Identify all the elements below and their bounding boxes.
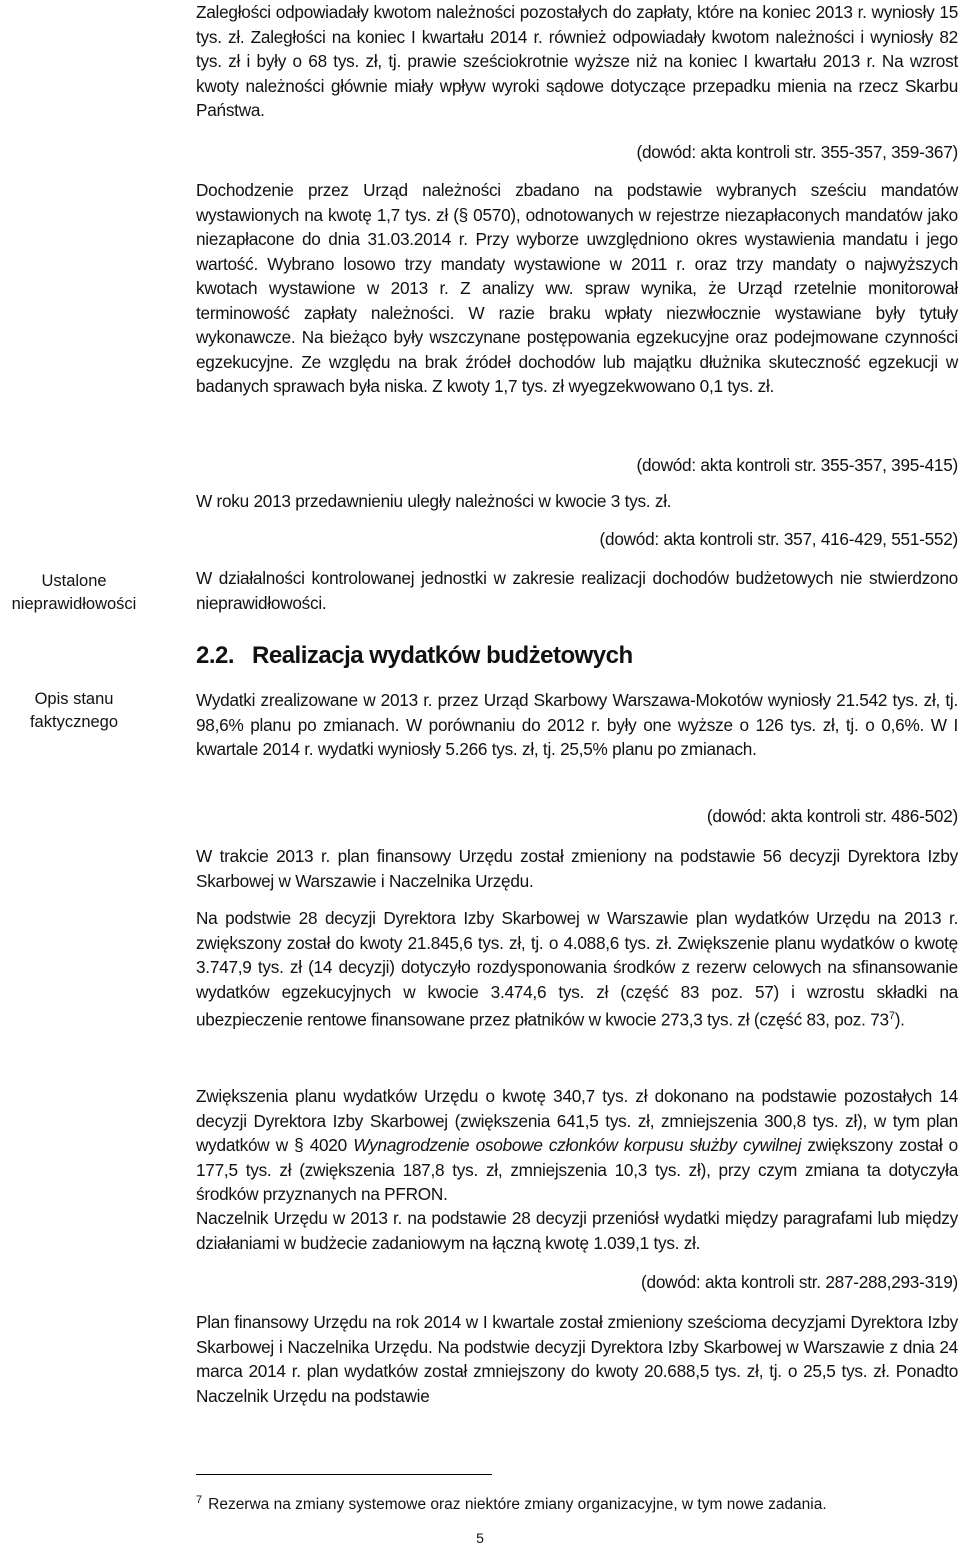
paragraph-main-text: Na podstwie 28 decyzji Dyrektora Izby Skarbowej w Warszawie plan wydatków Urzędu na 2013 r. zwiększony został do kwoty 21.845,6 tys. zł, tj. o 4.088,6 tys. zł. Zwiększenie planu wydatków o kwotę 3.747,9 tys. zł (14 decyzji) dotyczyło rozdysponowania środków z rezerw celowych na sfinansowanie wydatków egzekucyjnych w kwocie 3.474,6 tys. zł (część 83 poz. 57) i wzrostu składki na ubezpieczenie rentowe finansowane przez płatników w kwocie 273,3 tys. zł (część 83, poz. 73 (196, 908, 958, 1030)
paragraph-28-decyzji (196, 906, 958, 1032)
evidence-reference-2 (196, 453, 958, 478)
paragraph-text: Plan finansowy Urzędu na rok 2014 w I kwartale został zmieniony sześcioma decyzjami Dyrektora Izby Skarbowej i Naczelnika Urzędu. Na podstwie decyzji Dyrektora Izby Skarbowej w Warszawie z dnia 24 marca 2014 r. plan wydatków został zmniejszony do kwoty 20.688,5 tys. zł, tj. o 25,5 tys. zł. Ponadto Naczelnik Urzędu na podstawie (196, 1312, 958, 1406)
paragraph-wydatki (196, 688, 958, 762)
footnote (196, 1490, 827, 1515)
paragraph-nieprawidlowosci (196, 566, 958, 615)
paragraph-plan-2014 (196, 1310, 958, 1408)
side-label-ustalone-nieprawidlowosci: Ustalone nieprawidłowości (11, 572, 137, 613)
evidence-reference-text: (dowód: akta kontroli str. 355-357, 395-415) (636, 455, 958, 475)
paragraph-text (196, 1084, 958, 1207)
evidence-reference-4 (196, 804, 958, 829)
paragraph-naczelnik (196, 1206, 958, 1255)
paragraph-plan-finansowy (196, 844, 958, 893)
paragraph-text (196, 906, 958, 1032)
paragraph-text: Wydatki zrealizowane w 2013 r. przez Urząd Skarbowy Warszawa-Mokotów wyniosły 21.542 tys. zł, tj. 98,6% planu po zmianach. W porównaniu do 2012 r. były one wyższe o 126 tys. zł, tj. o 0,6%. W I kwartale 2014 r. wydatki wyniosły 5.266 tys. zł, tj. 25,5% planu po zmianach. (196, 690, 958, 759)
section-number: 2.2. (196, 642, 235, 669)
side-label-opis-stanu-faktycznego: Opis stanu faktycznego (29, 690, 119, 731)
paragraph-text: Dochodzenie przez Urząd należności zbadano na podstawie wybranych sześciu mandatów wystawionych na kwotę 1,7 tys. zł (§ 0570), odnotowanych w rejestrze niezapłaconych mandatów jako niezapłacone do dnia 31.03.2014 r. Przy wyborze uwzględniono okres wystawienia mandatu i jego wartość. Wybrano losowo trzy mandaty wystawione w 2011 r. oraz trzy mandaty o najwyższych kwotach wystawione w 2013 r. Z analizy ww. spraw wynika, że Urząd rzetelnie monitorował terminowość zapłaty należności. W razie braku wpłaty niezwłocznie wystawiane były tytuły wykonawcze. Na bieżąco były wszczynane postępowania egzekucyjne oraz podejmowane czynności egzekucyjne. Ze względu na brak źródeł dochodów lub majątku dłużnika skuteczność egzekucji w badanych sprawach była niska. Z kwoty 1,7 tys. zł wyegzekwowano 0,1 tys. zł. (196, 180, 958, 396)
section-heading (196, 642, 651, 670)
paragraph-text: Zaległości odpowiadały kwotom należności pozostałych do zapłaty, które na koniec 2013 r. wyniosły 15 tys. zł. Zaległości na koniec I kwartału 2014 r. również odpowiadały kwotom należności i wyniosły 82 tys. zł i były o 68 tys. zł, tj. prawie sześciokrotnie wyższe niż na koniec I kwartału 2013 r. Na wzrost kwoty należności głównie miały wpływ wyroki sądowe dotyczące przepadku mienia na rzecz Skarbu Państwa. (196, 2, 958, 120)
paragraph-zaleglosci (196, 0, 958, 123)
section-title: Realizacja wydatków budżetowych (252, 642, 633, 669)
paragraph-text-part-1: Zwiększenia planu wydatków Urzędu o kwotę 340,7 tys. zł dokonano na podstawie pozostałych 14 decyzji Dyrektora Izby Skarbowej (zwiększenia 641,5 tys. zł, zmniejszenia 300,8 tys. zł), w tym plan wydatków w § 4020 (196, 1086, 958, 1155)
evidence-reference-text: (dowód: akta kontroli str. 355-357, 359-367) (636, 142, 958, 162)
evidence-reference-1 (196, 140, 958, 165)
paragraph-end-text: ). (894, 1009, 905, 1030)
paragraph-text: W trakcie 2013 r. plan finansowy Urzędu został zmieniony na podstawie 56 decyzji Dyrektora Izby Skarbowej w Warszawie i Naczelnika Urzędu. (196, 846, 958, 891)
italic-budget-item: Wynagrodzenie osobowe członków korpusu służby cywilnej (353, 1135, 802, 1155)
paragraph-zwiekszenia (196, 1084, 958, 1207)
footnote-number: 7 (196, 1494, 203, 1506)
paragraph-text-part-2: zwiększony został o 177,5 tys. zł (zwiększenia 187,8 tys. zł, zmniejszenia 10,3 tys. zł), przy czym zmiana ta dotyczyła środków przyznanych na PFRON. (196, 1135, 958, 1204)
footnote-divider (196, 1474, 492, 1475)
evidence-reference-text: (dowód: akta kontroli str. 486-502) (706, 806, 958, 826)
footnote-marker: 7 (888, 1010, 895, 1022)
paragraph-dochodzenie (196, 178, 958, 399)
paragraph-przedawnienie (196, 489, 958, 514)
page-number: 5 (476, 1530, 484, 1546)
paragraph-text: Naczelnik Urzędu w 2013 r. na podstawie 28 decyzji przeniósł wydatki między paragrafami lub między działaniami w budżecie zadaniowym na łączną kwotę 1.039,1 tys. zł. (196, 1208, 958, 1253)
evidence-reference-3 (196, 527, 958, 552)
evidence-reference-5 (196, 1270, 958, 1295)
evidence-reference-text: (dowód: akta kontroli str. 287-288,293-319) (641, 1272, 958, 1292)
paragraph-text: W roku 2013 przedawnieniu uległy należności w kwocie 3 tys. zł. (196, 491, 672, 511)
footnote-text: Rezerwa na zmiany systemowe oraz niektóre zmiany organizacyjne, w tym nowe zadania. (208, 1496, 827, 1513)
paragraph-text: W działalności kontrolowanej jednostki w zakresie realizacji dochodów budżetowych nie stwierdzono nieprawidłowości. (196, 568, 958, 613)
evidence-reference-text: (dowód: akta kontroli str. 357, 416-429, 551-552) (599, 529, 958, 549)
